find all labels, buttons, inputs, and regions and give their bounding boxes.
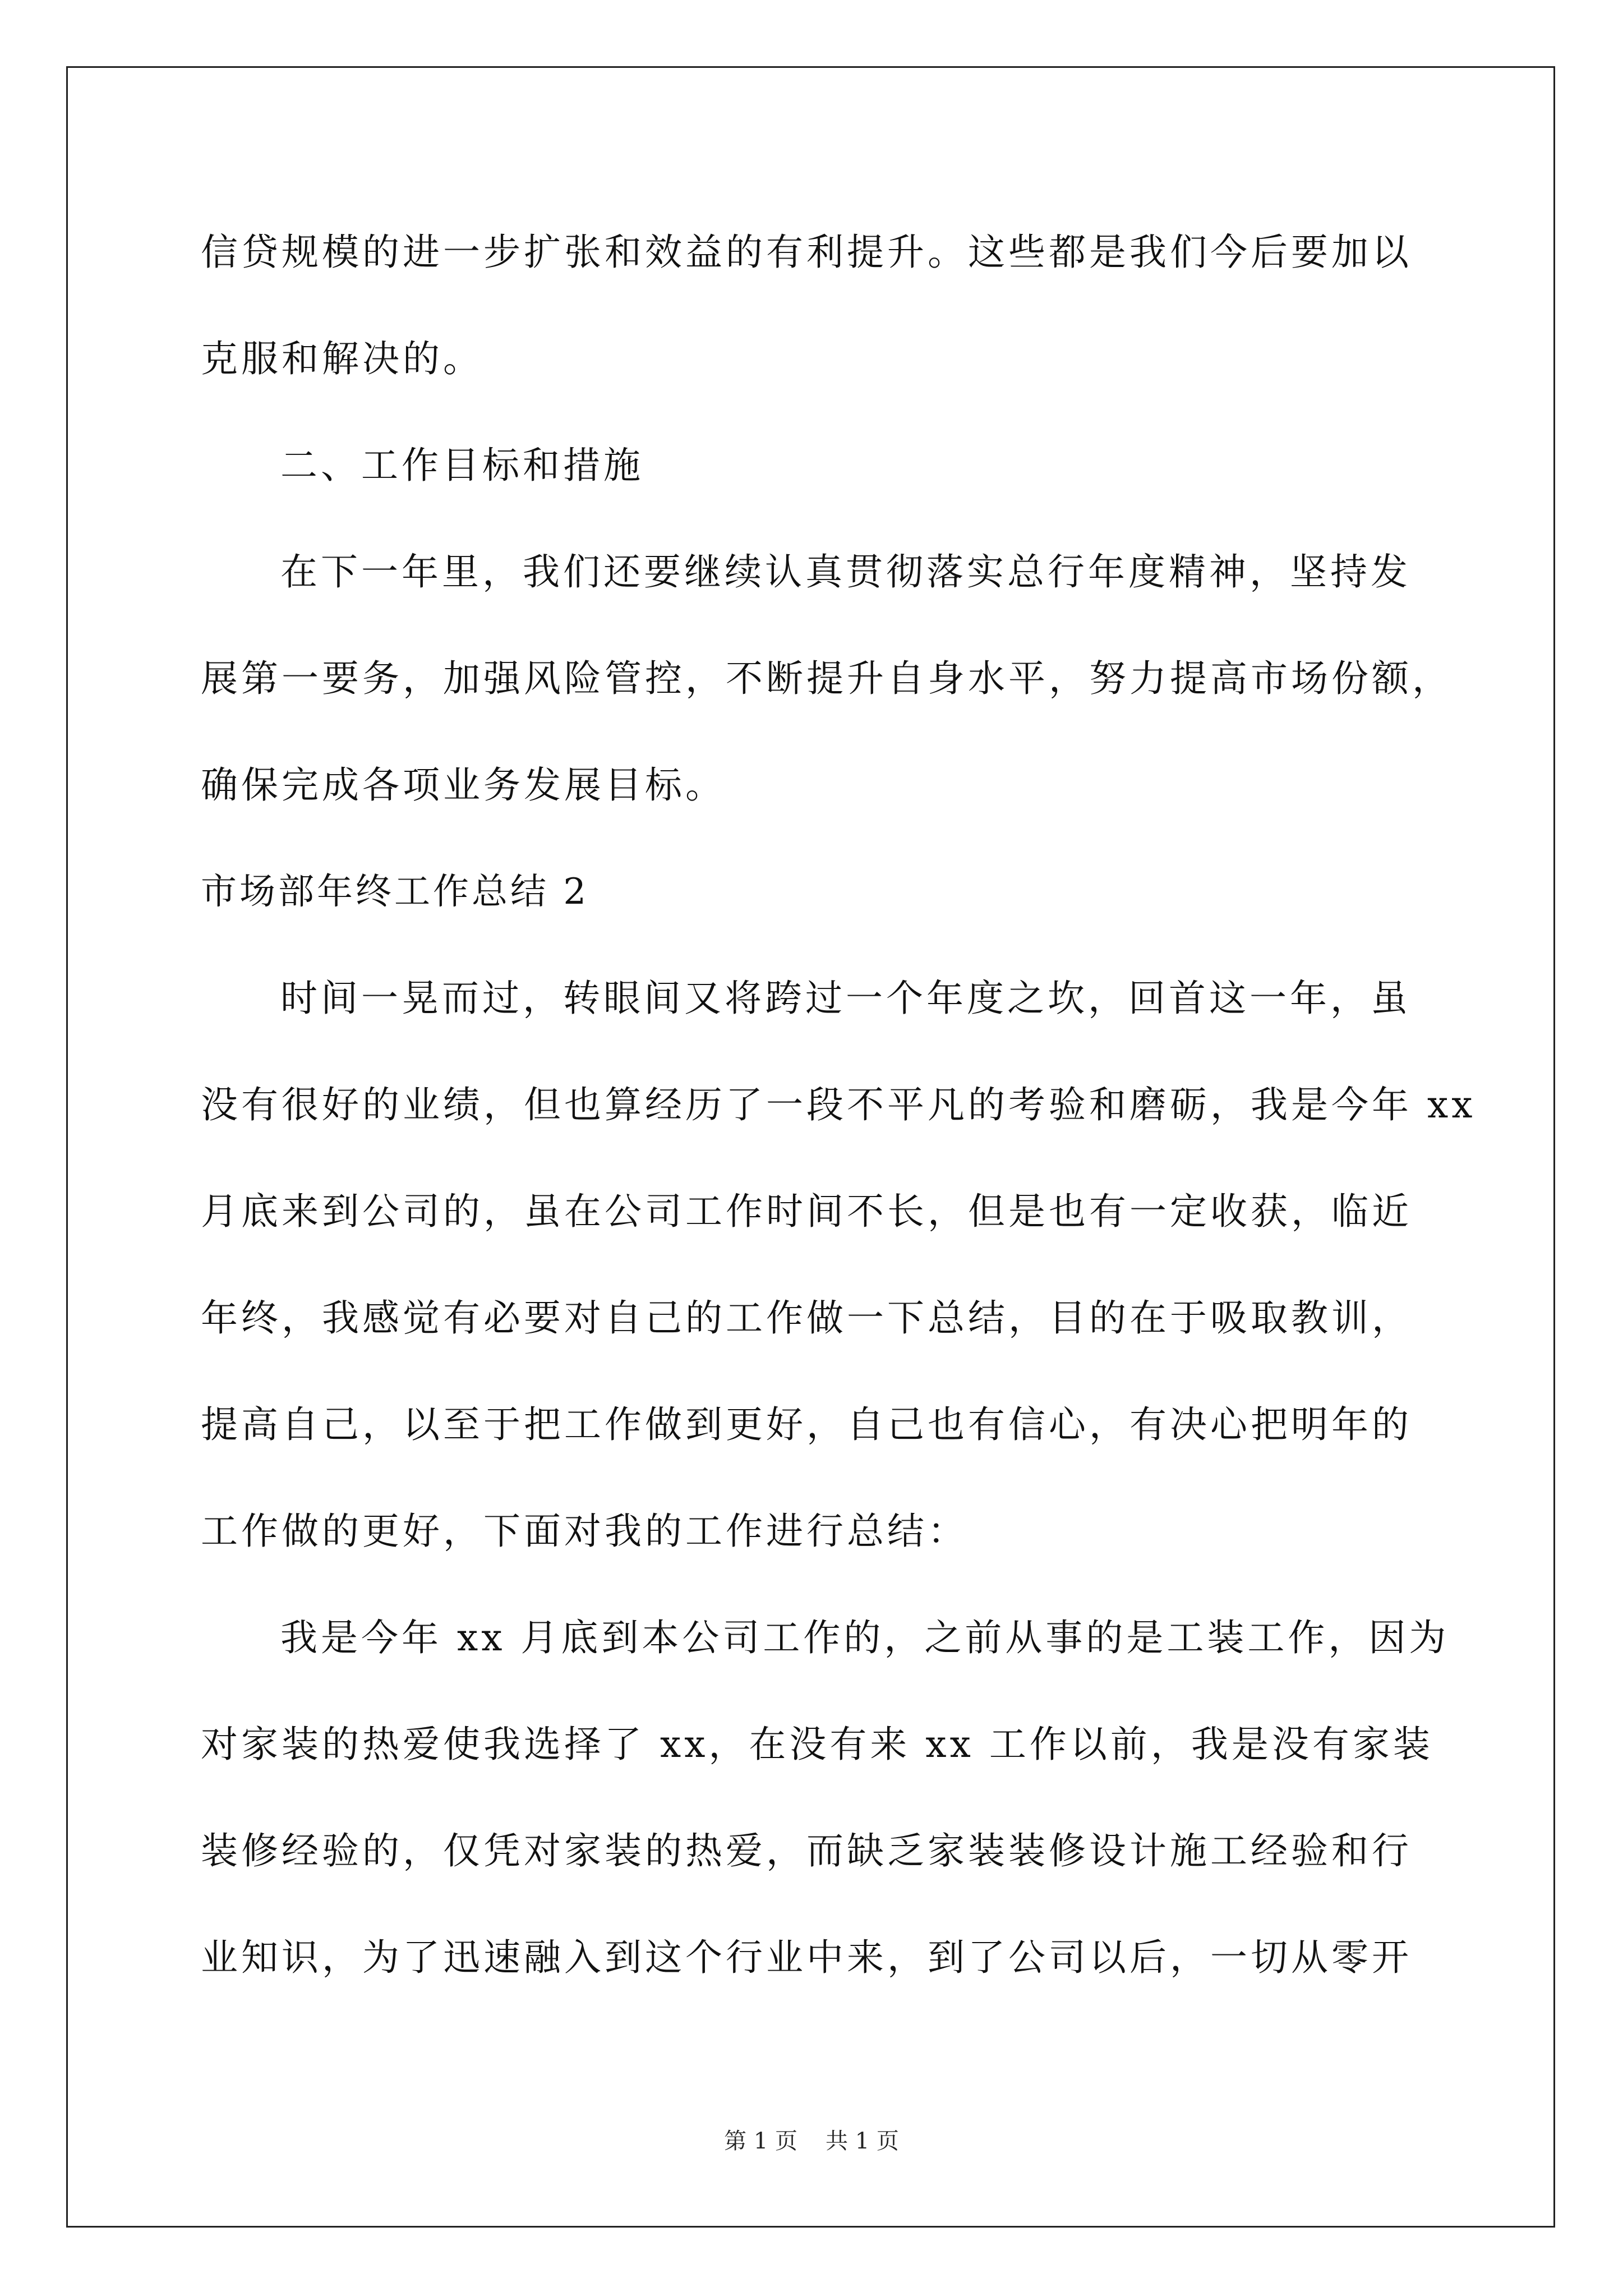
paragraph-line: 年终，我感觉有必要对自己的工作做一下总结，目的在于吸取教训， <box>201 1296 1412 1340</box>
paragraph-line: 我是今年 xx 月底到本公司工作的，之前从事的是工装工作，因为 <box>280 1616 1450 1659</box>
section-heading: 二、工作目标和措施 <box>280 444 644 487</box>
page-count: 共 1 页 <box>826 2128 899 2154</box>
paragraph-line: 时间一晃而过，转眼间又将跨过一个年度之坎，回首这一年，虽 <box>280 977 1411 1020</box>
page-footer <box>0 2127 1623 2155</box>
paragraph-line: 月底来到公司的，虽在公司工作时间不长，但是也有一定收获，临近 <box>201 1190 1412 1233</box>
paragraph-line: 提高自己，以至于把工作做到更好，自己也有信心，有决心把明年的 <box>201 1403 1412 1446</box>
document-title: 市场部年终工作总结 2 <box>201 871 589 913</box>
paragraph-line: 展第一要务，加强风险管控，不断提升自身水平，努力提高市场份额， <box>201 657 1453 700</box>
paragraph-line: 信贷规模的进一步扩张和效益的有利提升。这些都是我们今后要加以 <box>201 231 1412 274</box>
paragraph-line: 没有很好的业绩，但也算经历了一段不平凡的考验和磨砺，我是今年 xx <box>201 1083 1476 1126</box>
paragraph-line: 克服和解决的。 <box>201 337 483 380</box>
page-number: 第 1 页 <box>724 2128 797 2154</box>
paragraph-line: 在下一年里，我们还要继续认真贯彻落实总行年度精神，坚持发 <box>280 550 1411 593</box>
paragraph-line: 业知识，为了迅速融入到这个行业中来，到了公司以后，一切从零开 <box>201 1936 1412 1979</box>
page-border <box>66 66 1555 2228</box>
paragraph-line: 确保完成各项业务发展目标。 <box>201 763 726 807</box>
paragraph-line: 工作做的更好，下面对我的工作进行总结： <box>201 1510 968 1553</box>
paragraph-line: 装修经验的，仅凭对家装的热爱，而缺乏家装装修设计施工经验和行 <box>201 1829 1412 1872</box>
paragraph-line: 对家装的热爱使我选择了 xx，在没有来 xx 工作以前，我是没有家装 <box>201 1723 1433 1766</box>
